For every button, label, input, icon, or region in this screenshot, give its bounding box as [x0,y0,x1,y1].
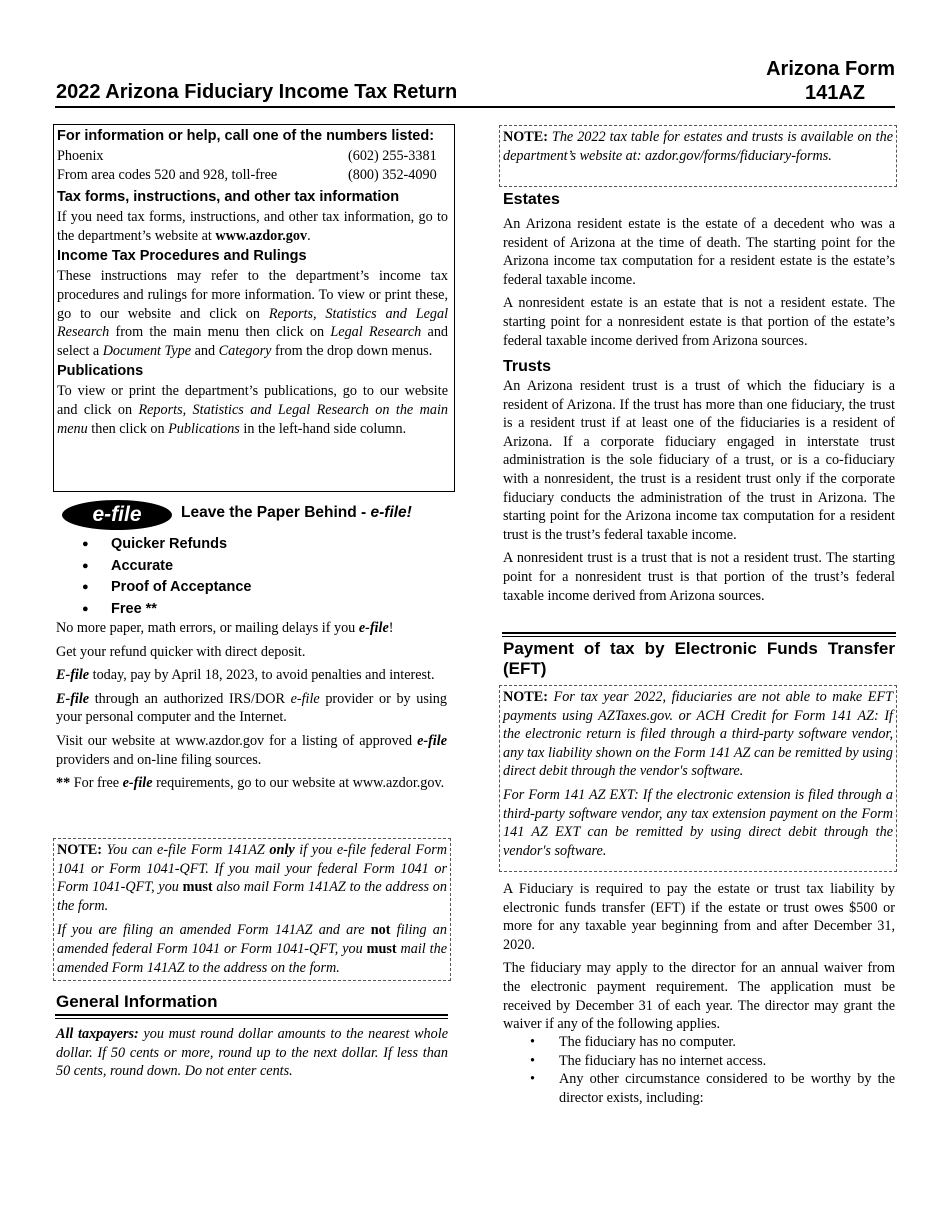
efile-benefits-list [80,534,251,620]
tax-table-note: NOTE: The 2022 tax table for estates and trusts is available on the department’s website at: azdor.gov/forms/fiduciary-forms. [499,125,897,187]
page-title: 2022 Arizona Fiduciary Income Tax Return [56,81,458,103]
efile-details [56,619,447,798]
eft-section [503,880,895,1039]
estates-section [503,215,895,355]
info-box [53,124,455,492]
paragraph: A Fiduciary is required to pay the estate or trust tax liability by electronic funds transfer (EFT) if the estate or trust owes $500 or more for any taxable year beginning from and after December 31, 2020. [503,881,895,953]
efile-paragraph: Visit our website at www.azdor.gov for a listing of approved e-file providers and on-line filing sources. [56,732,447,768]
list-item: ● Proof of Acceptance [80,577,251,599]
paragraph: An Arizona resident trust is a trust of which the fiduciary is a resident of Arizona. If the trust has more than one fiduciary, the trust is a resident trust if at least one of the fiduciaries is a resident of Arizona. If a corporate fiduciary engaged in interstate trust administration is the sole fiduciary of a trust, or is a co-fiduciary with a nonresident, the trust is a resident trust only if the corporate fiduciary conducts the administration of the trust in Arizona. The starting point for the Arizona income tax computation for a resident trust is the trust’s federal taxable income. [503,378,895,543]
phone-number: (602) 255-3381 [348,148,437,164]
help-heading: For information or help, call one of the numbers listed: [57,128,435,144]
paragraph: A nonresident trust is a trust that is not a resident trust. The starting point for a nonresident trust is that portion of the trust’s federal taxable income derived from Arizona sources. [503,550,895,604]
efile-paragraph: ** For free e-file requirements, go to our website at www.azdor.gov. [56,775,445,792]
phone-number: (800) 352-4090 [348,166,437,183]
forms-heading: Tax forms, instructions, and other tax information [57,189,400,206]
waiver-conditions-list [530,1033,895,1107]
trusts-section [503,377,895,610]
phone-row [57,147,448,166]
efile-paragraph: No more paper, math errors, or mailing delays if you e-file! [56,620,394,636]
efile-paragraph: E-file today, pay by April 18, 2023, to avoid penalties and interest. [56,667,435,684]
forms-text: If you need tax forms, instructions, and other tax information, go to the department’s website at www.azdor.gov. [57,209,448,244]
efile-paragraph: E-file through an authorized IRS/DOR e-file provider or by using your personal computer and the Internet. [56,690,447,726]
rounding-instructions: All taxpayers: you must round dollar amounts to the nearest whole dollar. If 50 cents or more, round up to the next dollar. If less than 50 cents, round down. Do not enter cents. [56,1026,448,1080]
publications-text: To view or print the department’s publications, go to our website and click on Reports, Statistics and Legal Research on the main menu then click on Publications in the left-hand side column. [57,383,448,437]
general-information-section [55,990,448,1019]
form-identifier [740,57,895,105]
list-item: • The fiduciary has no internet access. [530,1052,895,1071]
phone-row [57,166,448,185]
note-label: NOTE: [503,689,548,705]
phone-label: Phoenix [57,148,104,164]
estates-heading: Estates [503,191,560,208]
eft-section-header [502,632,896,682]
trusts-heading: Trusts [503,358,552,375]
paragraph: An Arizona resident estate is the estate of a decedent who was a resident of Arizona at the time of death. The starting point for the Arizona income tax computation for a resident estate is the estate’s federal taxable income. [503,216,895,288]
efile-tagline: Leave the Paper Behind - e-file! [181,504,412,521]
divider [55,1014,448,1016]
form-number: 141AZ [804,82,866,104]
paragraph: The fiduciary may apply to the director for an annual waiver from the electronic payment requirement. The application must be received by December 31 of each year. The director may grant the waiver if any of the following applies. [503,960,895,1033]
procedures-text: These instructions may refer to the department’s income tax procedures and rulings for more information. To view or print these, go to our website and click on Reports, Statistics and Legal Research from the main menu then click on Legal Research and select a Document Type and Category from the drop down menus. [57,268,449,359]
list-item: • The fiduciary has no computer. [530,1033,895,1052]
procedures-heading: Income Tax Procedures and Rulings [57,248,307,265]
efile-logo: e-file [62,500,172,530]
list-item: ● Accurate [80,556,251,578]
paragraph: A nonresident estate is an estate that is not a resident estate. The starting point for a nonresident estate is that portion of the estate’s federal taxable income derived from Arizona sources. [503,295,895,349]
efile-note: NOTE: You can e-file Form 141AZ only if you e-file federal Form 1041 or Form 1041-QFT. If you mail your federal Form 1041 or Form 1041-QFT, you must also mail Form 141AZ to the address on the form. If you are filing an amended Form 141AZ and are not filing an amended federal Form 1041 or Form 1041-QFT, you must mail the amended Form 141AZ to the address on the form. [53,838,451,981]
header-rule [55,106,895,108]
note-label: NOTE: [503,129,548,145]
divider [502,632,896,634]
form-label: Arizona Form [766,58,895,80]
list-item: ● Free ** [80,599,251,621]
website-link[interactable]: www.azdor.gov [215,227,308,244]
publications-heading: Publications [57,363,144,380]
efile-paragraph: Get your refund quicker with direct deposit. [56,643,306,660]
phone-label: From area codes 520 and 928, toll-free [57,166,278,183]
section-heading: General Information [56,992,218,1011]
list-item: ● Quicker Refunds [80,534,251,556]
list-item: • Any other circumstance considered to be worthy by the director exists, including: [530,1070,895,1107]
note-label: NOTE: [57,842,102,858]
section-heading: Payment of tax by Electronic Funds Transfer (EFT) [503,639,895,678]
divider [55,1018,448,1019]
eft-note: NOTE: For tax year 2022, fiduciaries are not able to make EFT payments using AZTaxes.gov. or ACH Credit for Form 141 AZ: If the electronic return is filed through a third-party software vendor, any tax liability shown on the Form 141 AZ can be remitted by using direct debit through the vendor's software. For Form 141 AZ EXT: If the electronic extension is filed through a third-party software vendor, any tax extension payment on the Form 141 AZ EXT can be remitted by using direct debit through the vendor's software. [499,685,897,872]
